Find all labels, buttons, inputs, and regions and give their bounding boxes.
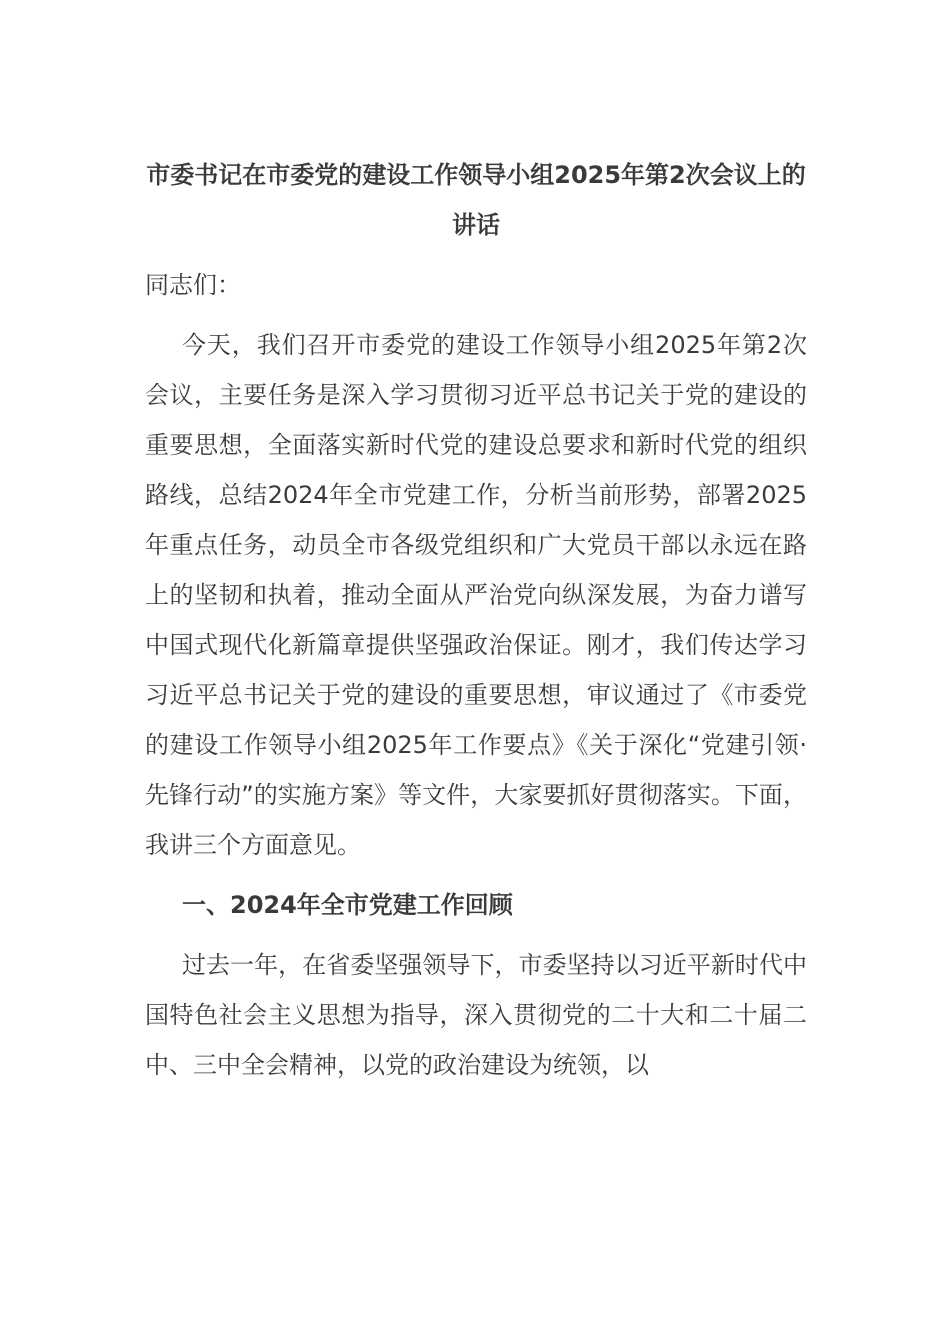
document-body <box>145 150 807 1090</box>
document-title: 市委书记在市委党的建设工作领导小组2025年第2次会议上的讲话 <box>146 161 806 239</box>
salutation: 同志们： <box>145 271 241 299</box>
section-heading-review: 一、2024年全市党建工作回顾 <box>182 891 513 919</box>
paragraph-opening: 今天，我们召开市委党的建设工作领导小组2025年第2次会议，主要任务是深入学习贯彻习近平总书记关于党的建设的重要思想，全面落实新时代党的建设总要求和新时代党的组织路线，总结2024年全市党建工作，分析当前形势，部署2025年重点任务，动员全市各级党组织和广大党员干部以永远在路上的坚韧和执着，推动全面从严治党向纵深发展，为奋力谱写中国式现代化新篇章提供坚强政治保证。刚才，我们传达学习习近平总书记关于党的建设的重要思想，审议通过了《市委党的建设工作领导小组2025年工作要点》《关于深化“党建引领·先锋行动”的实施方案》等文件，大家要抓好贯彻落实。下面，我讲三个方面意见。 <box>145 331 807 859</box>
paragraph-review: 过去一年，在省委坚强领导下，市委坚持以习近平新时代中国特色社会主义思想为指导，深入贯彻党的二十大和二十届二中、三中全会精神，以党的政治建设为统领，以 <box>145 951 807 1079</box>
